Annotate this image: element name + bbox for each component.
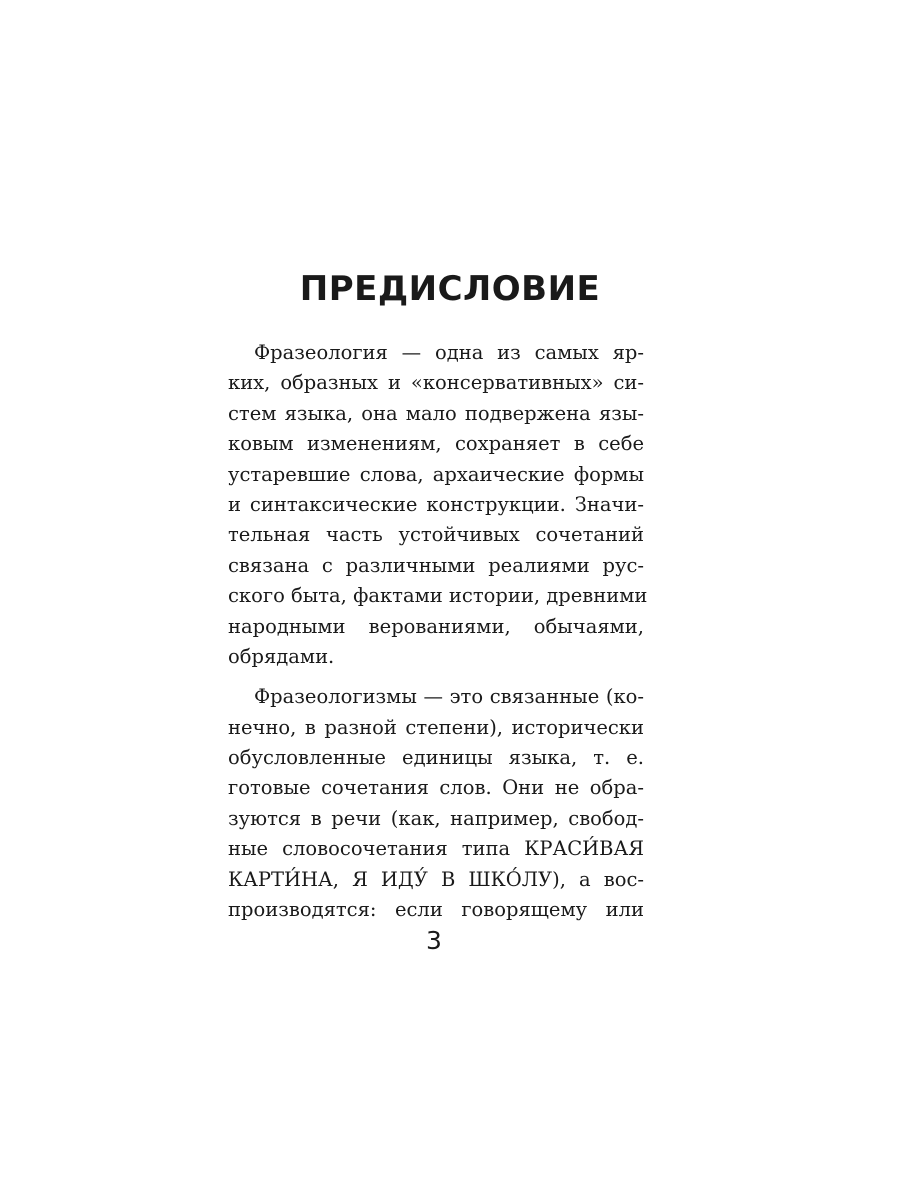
text-line: Фразеологизмы — это связанные (ко- bbox=[254, 685, 644, 709]
paragraph-1 bbox=[228, 338, 648, 672]
paragraph-gap bbox=[228, 672, 644, 682]
text-line: ные словосочетания типа КРАСИ́ВАЯ bbox=[228, 837, 644, 861]
text-line: тельная часть устойчивых сочетаний bbox=[228, 523, 644, 547]
text-line: ковым изменениям, сохраняет в себе bbox=[228, 432, 644, 456]
text-line: готовые сочетания слов. Они не обра- bbox=[228, 776, 644, 800]
text-line: Фразеология — одна из самых яр- bbox=[254, 341, 644, 364]
text-line: устаревшие слова, архаические формы bbox=[228, 462, 644, 486]
page-title: ПРЕДИСЛОВИЕ bbox=[299, 269, 601, 309]
text-line: ких, образных и «консервативных» си- bbox=[228, 371, 644, 395]
text-line: производятся: если говорящему или bbox=[228, 898, 644, 922]
text-line: стем языка, она мало подвержена язы- bbox=[228, 401, 644, 425]
text-line: КАРТИ́НА, Я ИДУ́ В ШКО́ЛУ), а вос- bbox=[228, 867, 644, 891]
paragraph-2 bbox=[228, 682, 644, 925]
text-line: обусловленные единицы языка, т. е. bbox=[228, 746, 644, 770]
text-line: нечно, в разной степени), исторически bbox=[228, 715, 644, 739]
text-line: зуются в речи (как, например, свобод- bbox=[228, 806, 644, 830]
page-number: 3 bbox=[426, 926, 442, 955]
text-line: обрядами. bbox=[228, 644, 335, 668]
body-text bbox=[228, 338, 648, 925]
text-line: связана с различными реалиями рус- bbox=[228, 553, 644, 577]
text-line: и синтаксические конструкции. Значи- bbox=[228, 492, 644, 516]
text-line: народными верованиями, обычаями, bbox=[228, 614, 644, 638]
text-line: ского быта, фактами истории, древними bbox=[228, 584, 648, 608]
